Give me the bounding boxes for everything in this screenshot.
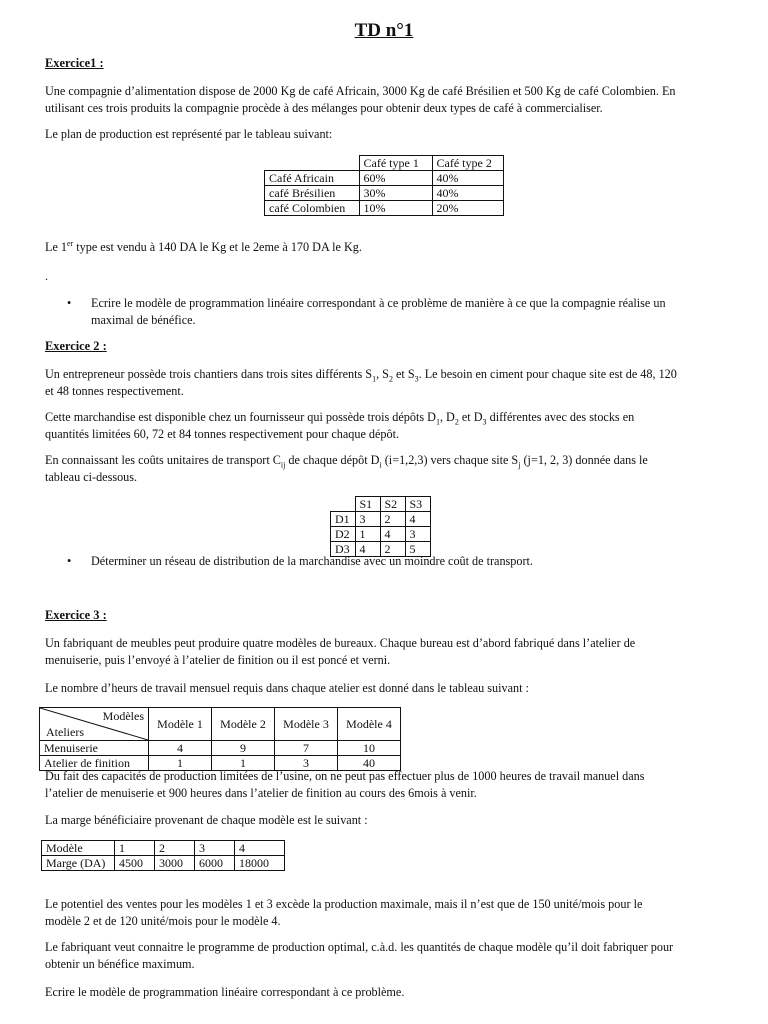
- diagonal-header-cell: [40, 708, 149, 741]
- text-line: utilisant ces trois produits la compagnie procède à des mélanges pour obtenir deux types de café à commercialiser.: [45, 100, 603, 115]
- table-header-row: [265, 156, 504, 171]
- table-cell: 1: [212, 756, 275, 771]
- table-cell: 40%: [432, 186, 503, 201]
- corner-bottom-label: Ateliers: [46, 725, 84, 739]
- bullet-icon: •: [67, 296, 72, 310]
- exercise-3-paragraph-7: Ecrire le modèle de programmation linéaire correspondant à ce problème.: [45, 985, 405, 999]
- table-cell: Café Africain: [265, 171, 360, 186]
- table-header-row: [40, 708, 401, 741]
- table-cell: 1: [115, 841, 155, 856]
- table-cell: 4: [380, 527, 405, 542]
- text-line: [45, 366, 715, 383]
- table-cell: 7: [275, 741, 338, 756]
- subscript: 1: [435, 417, 440, 427]
- exercise-3-paragraph-2: Le nombre d’heurs de travail mensuel requis dans chaque atelier est donné dans le tableau suivant :: [45, 681, 529, 695]
- table-cell: 5: [405, 542, 430, 557]
- text-line: Du fait des capacités de production limitées de l’usine, on ne peut pas effectuer plus de 1000 heures de travail manuel dans: [45, 769, 645, 783]
- exercise-3-paragraph-1: [45, 635, 715, 668]
- text-line: Le potentiel des ventes pour les modèles 1 et 3 excède la production maximale, mais il n’est que de 150 unité/mois pour le: [45, 897, 643, 911]
- corner-top-label: Modèles: [102, 709, 144, 723]
- empty-cell: [265, 156, 360, 171]
- exercise-3-paragraph-3: [45, 768, 715, 801]
- subscript: j: [518, 460, 521, 470]
- subscript: 3: [414, 374, 419, 384]
- table-cell: 30%: [359, 186, 432, 201]
- table-header: Modèle 1: [149, 708, 212, 741]
- text-line: quantités limitées 60, 72 et 84 tonnes respectivement pour chaque dépôt.: [45, 426, 400, 441]
- table-header: Café type 1: [359, 156, 432, 171]
- text-line: Déterminer un réseau de distribution de la marchandise avec un moindre coût de transport.: [91, 554, 533, 568]
- text-span: , S: [376, 367, 389, 381]
- table-row: [265, 201, 504, 216]
- table-cell: 4: [149, 741, 212, 756]
- table-cell: 2: [155, 841, 195, 856]
- subscript: 2: [388, 374, 393, 384]
- stray-dot: .: [45, 269, 49, 283]
- table-cell: 10: [338, 741, 401, 756]
- table-cell: Atelier de finition: [40, 756, 149, 771]
- text-span: Cette marchandise est disponible chez un fournisseur qui possède trois dépôts D: [45, 410, 436, 424]
- text-span: En connaissant les coûts unitaires de transport C: [45, 453, 281, 467]
- text-span: différentes avec des stocks en: [486, 410, 635, 424]
- table-cell: 3: [355, 512, 380, 527]
- text-line: Une compagnie d’alimentation dispose de 2000 Kg de café Africain, 3000 Kg de café Brésilien et 500 Kg de café Colombien. En: [45, 84, 676, 98]
- table-cell: Marge (DA): [42, 856, 115, 871]
- exercise-2-heading: Exercice 2 :: [45, 339, 107, 353]
- text-span: Un entrepreneur possède trois chantiers dans trois sites différents S: [45, 367, 373, 381]
- exercise-1-price-line: [45, 239, 715, 256]
- table-cell: 2: [380, 542, 405, 557]
- table-cell: 20%: [432, 201, 503, 216]
- text-line: maximal de bénéfice.: [91, 312, 196, 327]
- table-cell: 18000: [235, 856, 285, 871]
- page-title: TD n°1: [354, 20, 414, 41]
- table-cell: café Brésilien: [265, 186, 360, 201]
- text-span: (i=1,2,3) vers chaque site S: [381, 453, 519, 467]
- table-cell: 4500: [115, 856, 155, 871]
- transport-cost-table: [330, 496, 431, 557]
- subscript: ij: [280, 460, 286, 470]
- text-span: . Le besoin en ciment pour chaque site est de 48, 120: [418, 367, 677, 381]
- empty-cell: [331, 497, 356, 512]
- table-row: [42, 841, 285, 856]
- text-line: Ecrire le modèle de programmation linéaire correspondant à ce problème de manière à ce que la compagnie réalise un: [91, 296, 666, 310]
- subscript: 3: [482, 417, 487, 427]
- table-cell: 1: [149, 756, 212, 771]
- table-cell: D2: [331, 527, 356, 542]
- margin-table: [41, 840, 285, 871]
- exercise-1-paragraph-2: Le plan de production est représenté par le tableau suivant:: [45, 127, 333, 141]
- table-cell: D3: [331, 542, 356, 557]
- table-cell: D1: [331, 512, 356, 527]
- table-cell: 2: [380, 512, 405, 527]
- text-line: [45, 409, 715, 426]
- text-span: (j=1, 2, 3) donnée dans le: [520, 453, 648, 467]
- table-cell: 3: [405, 527, 430, 542]
- table-cell: 1: [355, 527, 380, 542]
- table-cell: 10%: [359, 201, 432, 216]
- table-row: [331, 527, 431, 542]
- text-line: modèle 2 et de 120 unité/mois pour le modèle 4.: [45, 913, 281, 928]
- table-header: Modèle 3: [275, 708, 338, 741]
- table-cell: 9: [212, 741, 275, 756]
- text-line: l’atelier de menuiserie et 900 heures dans l’atelier de finition au cours des 6mois à venir.: [45, 785, 477, 800]
- bullet-icon: •: [67, 554, 72, 568]
- table-cell: 6000: [195, 856, 235, 871]
- table-cell: 4: [235, 841, 285, 856]
- text-line: [45, 452, 715, 469]
- text-line: tableau ci-dessous.: [45, 469, 138, 484]
- table-row: [265, 186, 504, 201]
- table-cell: café Colombien: [265, 201, 360, 216]
- text-span: et D: [458, 410, 483, 424]
- exercise-3-paragraph-4: La marge bénéficiaire provenant de chaque modèle est le suivant :: [45, 813, 368, 827]
- exercise-2-paragraph-3: [45, 452, 715, 485]
- exercise-2-paragraph-1: [45, 366, 715, 399]
- text-span: et S: [392, 367, 415, 381]
- subscript: 2: [454, 417, 459, 427]
- table-cell: Modèle: [42, 841, 115, 856]
- table-row: [42, 856, 285, 871]
- table-row: [265, 171, 504, 186]
- table-header: S3: [405, 497, 430, 512]
- table-row: [331, 512, 431, 527]
- coffee-mix-table: [264, 155, 504, 216]
- text-span: de chaque dépôt D: [285, 453, 380, 467]
- superscript: er: [67, 238, 74, 248]
- exercise-1-bullet: [67, 295, 721, 328]
- table-cell: 40: [338, 756, 401, 771]
- table-header-row: [331, 497, 431, 512]
- table-cell: 40%: [432, 171, 503, 186]
- text-span: Le 1: [45, 240, 67, 254]
- workshop-hours-table: [39, 707, 401, 771]
- text-line: et 48 tonnes respectivement.: [45, 383, 184, 398]
- text-span: type est vendu à 140 DA le Kg et le 2eme à 170 DA le Kg.: [73, 240, 362, 254]
- subscript: i: [379, 460, 382, 470]
- table-cell: 3000: [155, 856, 195, 871]
- table-header: Modèle 4: [338, 708, 401, 741]
- text-line: menuiserie, puis l’envoyé à l’atelier de finition ou il est poncé et verni.: [45, 652, 391, 667]
- subscript: 1: [372, 374, 377, 384]
- exercise-3-paragraph-6: [45, 939, 715, 972]
- table-cell: 3: [275, 756, 338, 771]
- table-header: Café type 2: [432, 156, 503, 171]
- exercise-2-paragraph-2: [45, 409, 715, 442]
- exercise-3-paragraph-5: [45, 896, 715, 929]
- table-header: S1: [355, 497, 380, 512]
- table-cell: 4: [355, 542, 380, 557]
- exercise-1-heading: Exercice1 :: [45, 56, 104, 70]
- table-cell: Menuiserie: [40, 741, 149, 756]
- table-cell: 3: [195, 841, 235, 856]
- exercise-1-paragraph-1: [45, 83, 715, 116]
- table-row: [40, 741, 401, 756]
- table-header: S2: [380, 497, 405, 512]
- table-cell: 4: [405, 512, 430, 527]
- text-span: , D: [439, 410, 455, 424]
- text-line: obtenir un bénéfice maximum.: [45, 956, 195, 971]
- text-line: Le fabriquant veut connaitre le programme de production optimal, c.à.d. les quantités de chaque modèle qu’il doit fabriquer pour: [45, 940, 674, 954]
- exercise-2-bullet: [67, 553, 721, 570]
- exercise-3-heading: Exercice 3 :: [45, 608, 107, 622]
- text-line: Un fabriquant de meubles peut produire quatre modèles de bureaux. Chaque bureau est d’abord fabriqué dans l’atelier de: [45, 636, 636, 650]
- table-header: Modèle 2: [212, 708, 275, 741]
- table-cell: 60%: [359, 171, 432, 186]
